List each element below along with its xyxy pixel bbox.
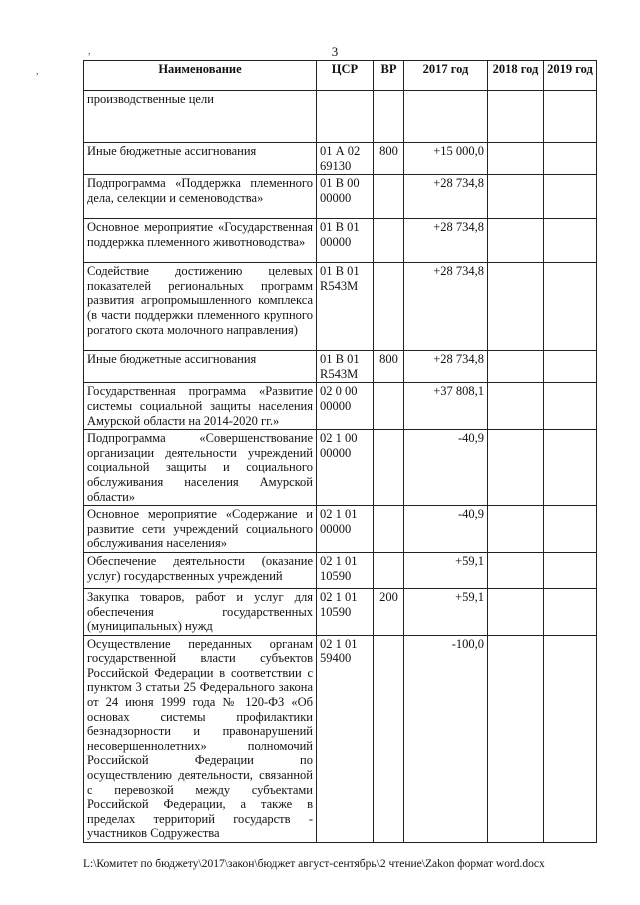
- row-2019: [544, 219, 597, 263]
- row-name: Обеспечение деятельности (оказание услуг) государственных учреждений: [84, 552, 317, 588]
- row-csr: 01 В 01 00000: [317, 219, 374, 263]
- row-2017: +59,1: [404, 552, 488, 588]
- table-row: [84, 506, 597, 553]
- column-header-2018: 2018 год: [488, 61, 544, 91]
- row-csr: 02 0 00 00000: [317, 383, 374, 430]
- column-header-2017: 2017 год: [404, 61, 488, 91]
- table-row: [84, 552, 597, 588]
- file-path-footer: L:\Комитет по бюджету\2017\закон\бюджет август-сентябрь\2 чтение\Zakon формат word.docx: [83, 858, 545, 870]
- row-name: Подпрограмма «Совершенствование организации деятельности учреждений социальной защиты и социального обслуживания населения Амурской области»: [84, 430, 317, 506]
- row-2017: -100,0: [404, 635, 488, 842]
- row-csr: 01 В 01 R543M: [317, 263, 374, 351]
- row-2018: [488, 552, 544, 588]
- row-vr: [374, 552, 404, 588]
- row-2019: [544, 351, 597, 383]
- row-vr: [374, 383, 404, 430]
- row-2017: +28 734,8: [404, 219, 488, 263]
- row-name: Иные бюджетные ассигнования: [84, 143, 317, 175]
- table-row: [84, 430, 597, 506]
- table-row: [84, 263, 597, 351]
- row-2018: [488, 175, 544, 219]
- table-row: [84, 588, 597, 635]
- column-header-csr: ЦСР: [317, 61, 374, 91]
- row-vr: [374, 635, 404, 842]
- row-vr: 800: [374, 143, 404, 175]
- budget-table: [83, 60, 597, 843]
- row-vr: [374, 219, 404, 263]
- column-header-2019: 2019 год: [544, 61, 597, 91]
- row-2019: [544, 506, 597, 553]
- table-row: [84, 91, 597, 143]
- page-number: 3: [331, 44, 339, 59]
- row-2018: [488, 91, 544, 143]
- row-2018: [488, 430, 544, 506]
- row-name: Подпрограмма «Поддержка племенного дела, селекции и семеноводства»: [84, 175, 317, 219]
- row-2019: [544, 91, 597, 143]
- table-row: [84, 143, 597, 175]
- row-csr: 02 1 01 59400: [317, 635, 374, 842]
- row-2017: -40,9: [404, 430, 488, 506]
- row-2018: [488, 351, 544, 383]
- row-2019: [544, 552, 597, 588]
- table-row: [84, 351, 597, 383]
- row-2017: [404, 91, 488, 143]
- row-vr: [374, 430, 404, 506]
- row-2019: [544, 143, 597, 175]
- row-name: Государственная программа «Развитие системы социальной защиты населения Амурской области на 2014-2020 гг.»: [84, 383, 317, 430]
- row-vr: [374, 263, 404, 351]
- row-2017: +28 734,8: [404, 263, 488, 351]
- table-row: [84, 383, 597, 430]
- row-name: Осуществление переданных органам государственной власти субъектов Российской Федерации в соответствии с пунктом 3 статьи 25 Федерального закона от 24 июня 1999 года № 120-ФЗ «Об основах системы профилактики безнадзорности и правонарушений несовершеннолетних» полномочий Российской Федерации по осуществлению деятельности, связанной с перевозкой между субъектами Российской Федерации, а также в пределах территорий государств - участников Содружества: [84, 635, 317, 842]
- row-2018: [488, 143, 544, 175]
- row-vr: 800: [374, 351, 404, 383]
- row-name: Иные бюджетные ассигнования: [84, 351, 317, 383]
- row-name: Основное мероприятие «Содержание и развитие сети учреждений социального обслуживания населения»: [84, 506, 317, 553]
- row-csr: 02 1 01 10590: [317, 552, 374, 588]
- row-2018: [488, 263, 544, 351]
- row-2017: +28 734,8: [404, 351, 488, 383]
- table-row: [84, 219, 597, 263]
- row-name: Содействие достижению целевых показателей региональных программ развития агропромышленного комплекса (в части поддержки племенного крупного рогатого скота молочного направления): [84, 263, 317, 351]
- row-csr: [317, 91, 374, 143]
- row-2017: +59,1: [404, 588, 488, 635]
- row-vr: [374, 506, 404, 553]
- row-csr: 02 1 01 10590: [317, 588, 374, 635]
- row-2017: -40,9: [404, 506, 488, 553]
- row-csr: 02 1 01 00000: [317, 506, 374, 553]
- row-csr: 02 1 00 00000: [317, 430, 374, 506]
- row-name: Закупка товаров, работ и услуг для обеспечения государственных (муниципальных) нужд: [84, 588, 317, 635]
- row-name: производственные цели: [84, 91, 317, 143]
- row-name: Основное мероприятие «Государственная поддержка племенного животноводства»: [84, 219, 317, 263]
- row-2019: [544, 430, 597, 506]
- row-2017: +15 000,0: [404, 143, 488, 175]
- header-row: [84, 61, 597, 91]
- row-2018: [488, 506, 544, 553]
- row-2018: [488, 383, 544, 430]
- row-2017: +28 734,8: [404, 175, 488, 219]
- row-2019: [544, 635, 597, 842]
- row-vr: [374, 175, 404, 219]
- row-csr: 01 В 01 R543M: [317, 351, 374, 383]
- row-2019: [544, 263, 597, 351]
- column-header-vr: ВР: [374, 61, 404, 91]
- row-vr: [374, 91, 404, 143]
- row-2019: [544, 175, 597, 219]
- row-csr: 01 А 02 69130: [317, 143, 374, 175]
- row-2018: [488, 219, 544, 263]
- margin-mark: ,: [36, 66, 39, 77]
- row-csr: 01 В 00 00000: [317, 175, 374, 219]
- row-2019: [544, 588, 597, 635]
- row-2018: [488, 635, 544, 842]
- row-vr: 200: [374, 588, 404, 635]
- table-row: [84, 635, 597, 842]
- table-row: [84, 175, 597, 219]
- column-header-name: Наименование: [84, 61, 317, 91]
- row-2017: +37 808,1: [404, 383, 488, 430]
- row-2018: [488, 588, 544, 635]
- margin-mark: ,: [88, 46, 91, 57]
- row-2019: [544, 383, 597, 430]
